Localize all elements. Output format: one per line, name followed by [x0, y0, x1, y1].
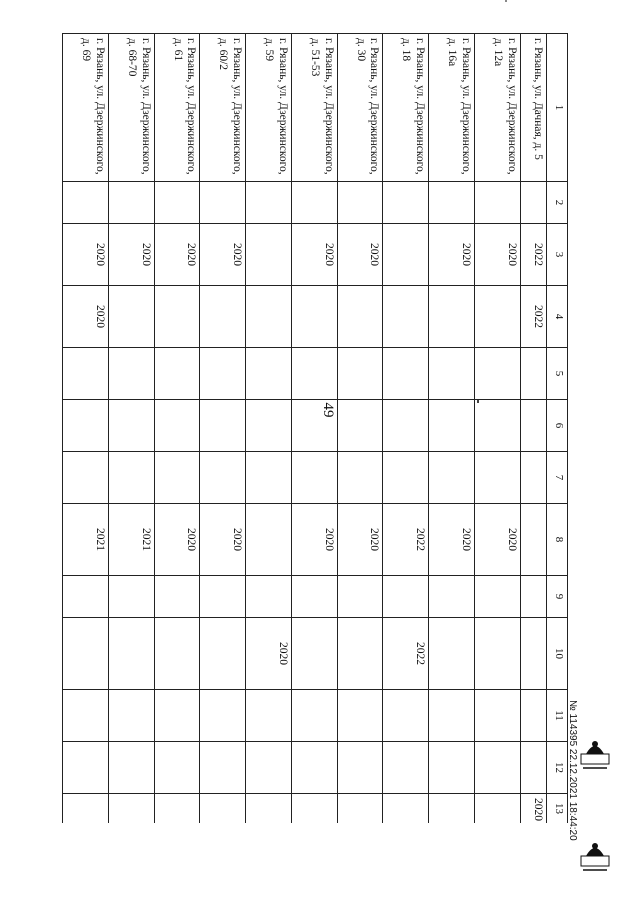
- year-cell: 2022: [520, 286, 546, 348]
- address-cell: г. Рязань, ул. Дзержинского, д. 59: [246, 34, 292, 182]
- year-cell: [429, 400, 475, 452]
- year-cell: [108, 576, 154, 618]
- year-cell: [200, 182, 246, 224]
- year-cell: [429, 690, 475, 742]
- address-cell: г. Рязань, ул. Дзержинского, д. 51-53: [291, 34, 337, 182]
- year-cell: [429, 618, 475, 690]
- year-cell: [108, 182, 154, 224]
- year-cell: 2020: [474, 224, 520, 286]
- year-cell: [520, 348, 546, 400]
- year-cell: [429, 348, 475, 400]
- year-cell: [63, 690, 109, 742]
- year-cell: [63, 452, 109, 504]
- year-cell: 2020: [429, 504, 475, 576]
- column-number: 11: [547, 690, 568, 742]
- address-cell: г. Рязань, ул. Дзержинского, д. 12а: [474, 34, 520, 182]
- column-number: 3: [547, 224, 568, 286]
- scan-speck: [505, 0, 507, 2]
- address-cell: г. Рязань, ул. Дзержинского, д. 16а: [429, 34, 475, 182]
- year-cell: [520, 504, 546, 576]
- year-cell: [246, 576, 292, 618]
- year-cell: [291, 576, 337, 618]
- year-cell: 2022: [383, 618, 429, 690]
- year-cell: [291, 618, 337, 690]
- year-cell: 2021: [63, 504, 109, 576]
- rotated-table-frame: [62, 33, 568, 823]
- year-cell: [200, 576, 246, 618]
- year-cell: [246, 794, 292, 824]
- year-cell: [63, 348, 109, 400]
- year-cell: 2020: [429, 224, 475, 286]
- column-number: 1: [547, 34, 568, 182]
- column-number: 6: [547, 400, 568, 452]
- year-cell: [337, 742, 383, 794]
- year-cell: [108, 794, 154, 824]
- year-cell: 2020: [246, 618, 292, 690]
- year-cell: [383, 286, 429, 348]
- registration-stamp: № 114395 22.12.2021 18:44:20: [567, 700, 578, 841]
- year-cell: [246, 348, 292, 400]
- year-cell: [383, 182, 429, 224]
- year-cell: [474, 618, 520, 690]
- year-cell: [63, 794, 109, 824]
- year-cell: [291, 690, 337, 742]
- year-cell: [429, 182, 475, 224]
- year-cell: 2020: [63, 224, 109, 286]
- table-row: [246, 34, 292, 824]
- year-cell: [291, 400, 337, 452]
- year-cell: [246, 286, 292, 348]
- year-cell: 2021: [108, 504, 154, 576]
- table-row: [383, 34, 429, 824]
- rotated-table-wrapper: [62, 33, 568, 823]
- year-cell: [108, 286, 154, 348]
- year-cell: [337, 690, 383, 742]
- year-cell: 2020: [154, 504, 200, 576]
- year-cell: [246, 224, 292, 286]
- year-cell: [291, 794, 337, 824]
- year-cell: [154, 452, 200, 504]
- year-cell: 2020: [291, 504, 337, 576]
- year-cell: [520, 690, 546, 742]
- column-number: 8: [547, 504, 568, 576]
- year-cell: [200, 794, 246, 824]
- year-cell: [200, 618, 246, 690]
- year-cell: [520, 618, 546, 690]
- year-cell: [108, 618, 154, 690]
- year-cell: [154, 690, 200, 742]
- year-cell: [63, 742, 109, 794]
- year-cell: [108, 690, 154, 742]
- year-cell: [154, 400, 200, 452]
- year-cell: [337, 348, 383, 400]
- year-cell: [200, 690, 246, 742]
- year-cell: [383, 742, 429, 794]
- column-number: 7: [547, 452, 568, 504]
- year-cell: [246, 182, 292, 224]
- table-row: [474, 34, 520, 824]
- year-cell: [429, 286, 475, 348]
- year-cell: [474, 348, 520, 400]
- year-cell: [337, 182, 383, 224]
- year-cell: [108, 452, 154, 504]
- address-cell: г. Рязань, ул. Дзержинского, д. 68-70: [108, 34, 154, 182]
- year-cell: [200, 286, 246, 348]
- year-cell: [246, 690, 292, 742]
- year-cell: [474, 794, 520, 824]
- year-cell: [337, 400, 383, 452]
- column-number: 9: [547, 576, 568, 618]
- year-cell: [63, 400, 109, 452]
- column-number: 10: [547, 618, 568, 690]
- page-number: 49: [320, 402, 336, 418]
- column-number: 2: [547, 182, 568, 224]
- address-cell: г. Рязань, ул. Дзержинского, д. 69: [63, 34, 109, 182]
- table-row: [429, 34, 475, 824]
- year-cell: 2020: [291, 224, 337, 286]
- column-number: 13: [547, 794, 568, 824]
- year-cell: [246, 400, 292, 452]
- year-cell: [337, 618, 383, 690]
- year-cell: [154, 182, 200, 224]
- year-cell: 2020: [200, 504, 246, 576]
- year-cell: [429, 794, 475, 824]
- address-cell: г. Рязань, ул. Дзержинского, д. 18: [383, 34, 429, 182]
- year-cell: [154, 742, 200, 794]
- year-cell: 2020: [337, 224, 383, 286]
- year-cell: [154, 794, 200, 824]
- year-cell: 2020: [520, 794, 546, 824]
- year-cell: [154, 286, 200, 348]
- address-cell: г. Рязань, ул. Дачная, д. 5: [520, 34, 546, 182]
- year-cell: [520, 452, 546, 504]
- year-cell: [383, 576, 429, 618]
- repair-schedule-table: [62, 33, 568, 823]
- year-cell: 2020: [154, 224, 200, 286]
- year-cell: [383, 224, 429, 286]
- year-cell: [200, 742, 246, 794]
- year-cell: [383, 794, 429, 824]
- year-cell: 2022: [383, 504, 429, 576]
- column-number: 5: [547, 348, 568, 400]
- column-number: 12: [547, 742, 568, 794]
- table-row: [337, 34, 383, 824]
- year-cell: [246, 504, 292, 576]
- year-cell: 2020: [337, 504, 383, 576]
- year-cell: [337, 286, 383, 348]
- year-cell: [291, 348, 337, 400]
- year-cell: [520, 742, 546, 794]
- year-cell: 2022: [520, 224, 546, 286]
- year-cell: [474, 576, 520, 618]
- year-cell: [291, 452, 337, 504]
- year-cell: [474, 286, 520, 348]
- year-cell: [429, 576, 475, 618]
- table-row: [291, 34, 337, 824]
- year-cell: [108, 742, 154, 794]
- year-cell: [291, 742, 337, 794]
- year-cell: [383, 400, 429, 452]
- year-cell: [474, 742, 520, 794]
- year-cell: [429, 742, 475, 794]
- table-row: [108, 34, 154, 824]
- year-cell: 2020: [200, 224, 246, 286]
- year-cell: [520, 576, 546, 618]
- year-cell: [291, 286, 337, 348]
- year-cell: [200, 348, 246, 400]
- year-cell: [337, 576, 383, 618]
- year-cell: [383, 452, 429, 504]
- year-cell: [383, 690, 429, 742]
- year-cell: [474, 400, 520, 452]
- table-row: [520, 34, 546, 824]
- table-row: [200, 34, 246, 824]
- year-cell: [63, 182, 109, 224]
- year-cell: 2020: [108, 224, 154, 286]
- year-cell: [474, 182, 520, 224]
- year-cell: [337, 452, 383, 504]
- year-cell: [520, 182, 546, 224]
- year-cell: [474, 452, 520, 504]
- table-row: [63, 34, 109, 824]
- year-cell: [291, 182, 337, 224]
- year-cell: [63, 618, 109, 690]
- year-cell: [108, 348, 154, 400]
- address-cell: г. Рязань, ул. Дзержинского, д. 60/2: [200, 34, 246, 182]
- year-cell: [337, 794, 383, 824]
- year-cell: [246, 452, 292, 504]
- address-cell: г. Рязань, ул. Дзержинского, д. 30: [337, 34, 383, 182]
- year-cell: 2020: [474, 504, 520, 576]
- year-cell: [474, 690, 520, 742]
- year-cell: [246, 742, 292, 794]
- year-cell: [154, 576, 200, 618]
- coat-of-arms-icon: [580, 840, 610, 874]
- address-cell: г. Рязань, ул. Дзержинского, д. 61: [154, 34, 200, 182]
- year-cell: [383, 348, 429, 400]
- year-cell: [200, 400, 246, 452]
- year-cell: [108, 400, 154, 452]
- table-row: [154, 34, 200, 824]
- year-cell: [154, 348, 200, 400]
- year-cell: [63, 576, 109, 618]
- column-number: 4: [547, 286, 568, 348]
- year-cell: [520, 400, 546, 452]
- year-cell: [200, 452, 246, 504]
- year-cell: [154, 618, 200, 690]
- coat-of-arms-icon: [580, 738, 610, 772]
- year-cell: [429, 452, 475, 504]
- year-cell: 2020: [63, 286, 109, 348]
